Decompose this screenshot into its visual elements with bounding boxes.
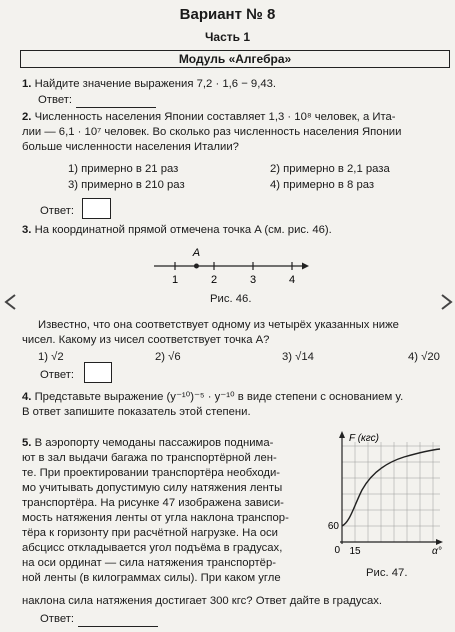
question-5-line-10: ной ленты (в килограммах силы). При каком угле bbox=[22, 572, 281, 584]
answer-label: Ответ: bbox=[38, 94, 73, 106]
chevron-left-icon[interactable] bbox=[2, 293, 20, 311]
question-5-line-8: абсцисс откладывается угол подъёма в градусах, bbox=[22, 542, 283, 554]
x-tick-label: 15 bbox=[349, 546, 361, 557]
option-1: 1) примерно в 21 раз bbox=[68, 163, 179, 175]
question-5-line-3: те. При проектировании транспортёра необходи- bbox=[22, 467, 281, 479]
answer-label: Ответ: bbox=[40, 613, 75, 625]
option-1: 1) √2 bbox=[38, 351, 64, 363]
question-5-line-5: транспортёра. На рисунке 47 изображена зависи- bbox=[22, 497, 284, 509]
origin-label: 0 bbox=[334, 545, 340, 556]
option-3: 3) примерно в 210 раз bbox=[68, 179, 185, 191]
option-4: 4) √20 bbox=[408, 351, 440, 363]
question-number: 5. bbox=[22, 437, 32, 449]
question-text: Численность населения Японии составляет 1,3 · 10⁸ человек, а Ита- bbox=[34, 111, 396, 123]
question-5-line-7: тёра к горизонту при расчётной нагрузке. На оси bbox=[22, 527, 278, 539]
answer-box[interactable] bbox=[82, 198, 111, 219]
tension-curve bbox=[342, 449, 440, 526]
question-4-line-2: В ответ запишите показатель этой степени. bbox=[22, 406, 251, 418]
question-text: На координатной прямой отмечена точка A (см. рис. 46). bbox=[34, 224, 332, 236]
y-tick-label: 60 bbox=[327, 521, 339, 532]
number-line-figure bbox=[150, 244, 310, 286]
question-text: Представьте выражение (y⁻¹⁰)⁻⁵ · y⁻¹⁰ в виде степени с основанием y. bbox=[34, 391, 404, 403]
y-axis-arrow bbox=[339, 431, 345, 438]
question-1 bbox=[22, 77, 276, 92]
tick-label-4: 4 bbox=[288, 274, 296, 286]
question-5-line-4: мо учитывать допустимую силу натяжения ленты bbox=[22, 482, 283, 494]
question-3-line-1: Известно, что она соответствует одному из четырёх указанных ниже bbox=[38, 319, 399, 331]
question-number: 4. bbox=[22, 391, 32, 403]
answer-line[interactable] bbox=[76, 95, 156, 108]
part-title: Часть 1 bbox=[204, 30, 251, 44]
question-number: 2. bbox=[22, 111, 32, 123]
tick-label-1: 1 bbox=[171, 274, 179, 286]
question-5-line-11: наклона сила натяжения достигает 300 кгс? Ответ дайте в градусах. bbox=[22, 595, 383, 607]
variant-title: Вариант № 8 bbox=[179, 6, 276, 23]
tick-label-3: 3 bbox=[249, 274, 257, 286]
x-axis-arrow bbox=[436, 539, 443, 545]
question-2-line-2: лии — 6,1 · 10⁷ человек. Во сколько раз численность населения Японии bbox=[22, 126, 402, 138]
question-text: Найдите значение выражения 7,2 · 1,6 − 9,43. bbox=[34, 78, 277, 90]
answer-box[interactable] bbox=[84, 362, 112, 383]
question-text: В аэропорту чемоданы пассажиров поднима- bbox=[34, 437, 274, 449]
arrow-head bbox=[302, 263, 309, 270]
question-3 bbox=[22, 223, 332, 238]
question-3-line-2: чисел. Какому из чисел соответствует точка A? bbox=[22, 334, 270, 346]
question-number: 3. bbox=[22, 224, 32, 236]
option-2: 2) примерно в 2,1 раза bbox=[270, 163, 390, 175]
question-number: 1. bbox=[22, 78, 32, 90]
option-3: 3) √14 bbox=[282, 351, 314, 363]
y-axis-label: F (кгс) bbox=[349, 433, 379, 444]
answer-row-5 bbox=[40, 612, 158, 627]
answer-row-1 bbox=[38, 93, 156, 108]
tension-graph bbox=[322, 430, 448, 560]
question-5-line-2: ют в зал выдачи багажа по транспортёрной лен- bbox=[22, 452, 277, 464]
figure-caption: Рис. 47. bbox=[366, 567, 408, 579]
question-2-line-3: больше численности населения Италии? bbox=[22, 141, 239, 153]
tick-label-2: 2 bbox=[210, 274, 218, 286]
point-a-marker bbox=[194, 264, 199, 269]
option-2: 2) √6 bbox=[155, 351, 181, 363]
option-4: 4) примерно в 8 раз bbox=[270, 179, 375, 191]
question-2-line-1 bbox=[22, 110, 396, 125]
answer-label: Ответ: bbox=[40, 369, 75, 381]
question-4-line-1 bbox=[22, 390, 403, 405]
answer-line[interactable] bbox=[78, 614, 158, 627]
chevron-right-icon[interactable] bbox=[437, 293, 455, 311]
graph-grid bbox=[342, 442, 440, 542]
answer-label: Ответ: bbox=[40, 205, 75, 217]
module-title: Модуль «Алгебра» bbox=[20, 50, 450, 68]
point-a-label: A bbox=[192, 247, 201, 259]
x-axis-label: α° bbox=[432, 546, 442, 557]
question-5-line-6: мость натяжения ленты от угла наклона транспор- bbox=[22, 512, 289, 524]
figure-caption: Рис. 46. bbox=[210, 293, 252, 305]
question-5-line-9: на оси ординат — сила натяжения транспортёр- bbox=[22, 557, 277, 569]
question-5-line-1 bbox=[22, 436, 273, 451]
